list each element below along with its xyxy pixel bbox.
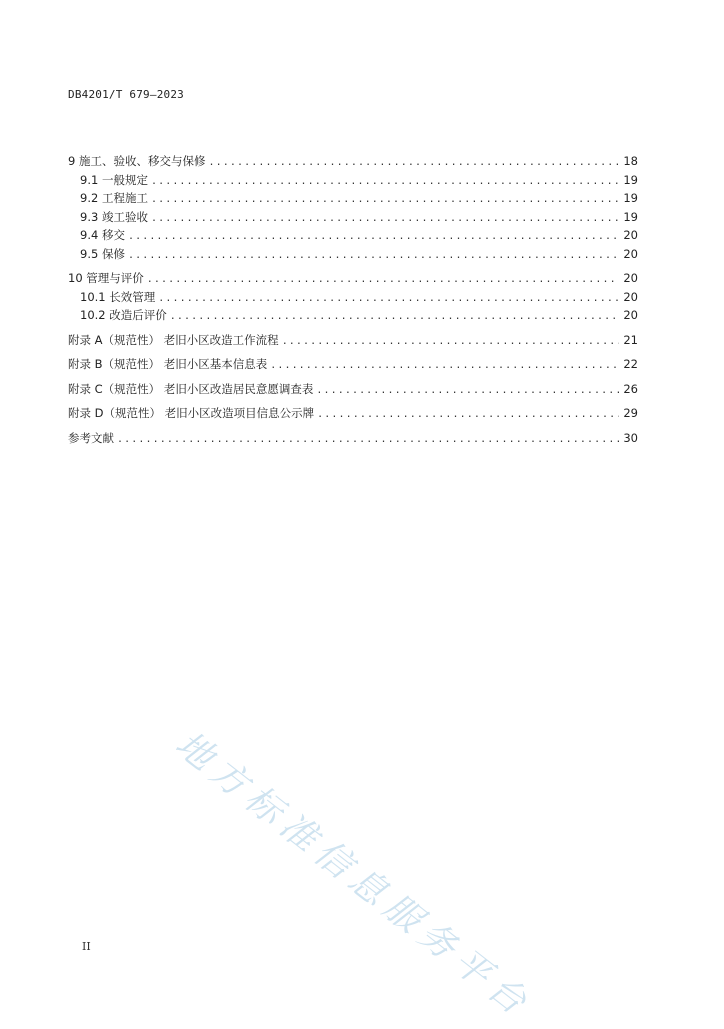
toc-dot-leader — [147, 271, 619, 290]
toc-dot-leader — [316, 382, 619, 401]
toc-entry-page: 29 — [623, 406, 638, 420]
toc-entry-page: 20 — [623, 246, 638, 261]
toc-dot-leader — [270, 357, 619, 376]
toc-entry-page: 20 — [623, 289, 638, 304]
toc-entry-title: 9.3 竣工验收 — [80, 209, 148, 224]
toc-entry-page: 19 — [623, 191, 638, 205]
toc-entry[interactable] — [68, 269, 638, 288]
toc-entry[interactable] — [68, 331, 638, 350]
toc-entry[interactable] — [68, 152, 638, 171]
toc-entry[interactable] — [68, 306, 638, 325]
toc-entry-page: 30 — [623, 430, 638, 445]
toc-entry-title: 参考文献 — [68, 430, 114, 445]
toc-entry-page: 21 — [623, 332, 638, 347]
watermark: 地方标准信息服务平台 — [167, 723, 540, 1027]
toc-entry-title: 9 施工、验收、移交与保修 — [68, 154, 206, 168]
toc-entry-page: 22 — [623, 357, 638, 371]
toc-dot-leader — [282, 333, 619, 352]
toc-entry-title: 10 管理与评价 — [68, 271, 144, 285]
toc-entry-title: 9.4 移交 — [80, 228, 125, 242]
toc-entry[interactable] — [68, 380, 638, 399]
page-number: II — [82, 940, 91, 953]
toc-dot-leader — [158, 290, 619, 309]
toc-dot-leader — [151, 173, 619, 192]
toc-entry[interactable] — [68, 245, 638, 264]
toc-dot-leader — [317, 406, 619, 425]
toc-entry-title: 9.1 一般规定 — [80, 172, 148, 187]
table-of-contents — [68, 152, 638, 447]
toc-entry[interactable] — [68, 404, 638, 423]
toc-entry-page: 18 — [623, 154, 638, 168]
toc-entry-page: 20 — [623, 308, 638, 322]
toc-entry[interactable] — [68, 355, 638, 374]
toc-dot-leader — [151, 210, 619, 229]
toc-entry-title: 附录 D（规范性） 老旧小区改造项目信息公示牌 — [68, 406, 315, 420]
toc-entry-title: 9.2 工程施工 — [80, 191, 148, 205]
toc-entry-page: 20 — [623, 228, 638, 242]
toc-dot-leader — [117, 431, 619, 450]
toc-dot-leader — [208, 154, 619, 173]
toc-entry-title: 附录 A（规范性） 老旧小区改造工作流程 — [68, 332, 279, 347]
document-code: DB4201/T 679—2023 — [68, 88, 184, 101]
toc-entry-title: 10.2 改造后评价 — [80, 308, 167, 322]
toc-entry-page: 19 — [623, 172, 638, 187]
toc-entry-page: 20 — [623, 271, 638, 285]
toc-dot-leader — [128, 228, 619, 247]
toc-dot-leader — [128, 247, 619, 266]
toc-entry-title: 附录 B（规范性） 老旧小区基本信息表 — [68, 357, 268, 371]
toc-entry[interactable] — [68, 208, 638, 227]
toc-entry-page: 26 — [623, 381, 638, 396]
toc-dot-leader — [151, 191, 619, 210]
toc-entry[interactable] — [68, 288, 638, 307]
toc-entry[interactable] — [68, 189, 638, 208]
toc-entry-title: 附录 C（规范性） 老旧小区改造居民意愿调查表 — [68, 381, 314, 396]
toc-entry[interactable] — [68, 171, 638, 190]
toc-entry-page: 19 — [623, 209, 638, 224]
toc-entry[interactable] — [68, 226, 638, 245]
toc-entry[interactable] — [68, 429, 638, 448]
toc-entry-title: 9.5 保修 — [80, 246, 125, 261]
toc-entry-title: 10.1 长效管理 — [80, 289, 156, 304]
toc-dot-leader — [170, 308, 619, 327]
